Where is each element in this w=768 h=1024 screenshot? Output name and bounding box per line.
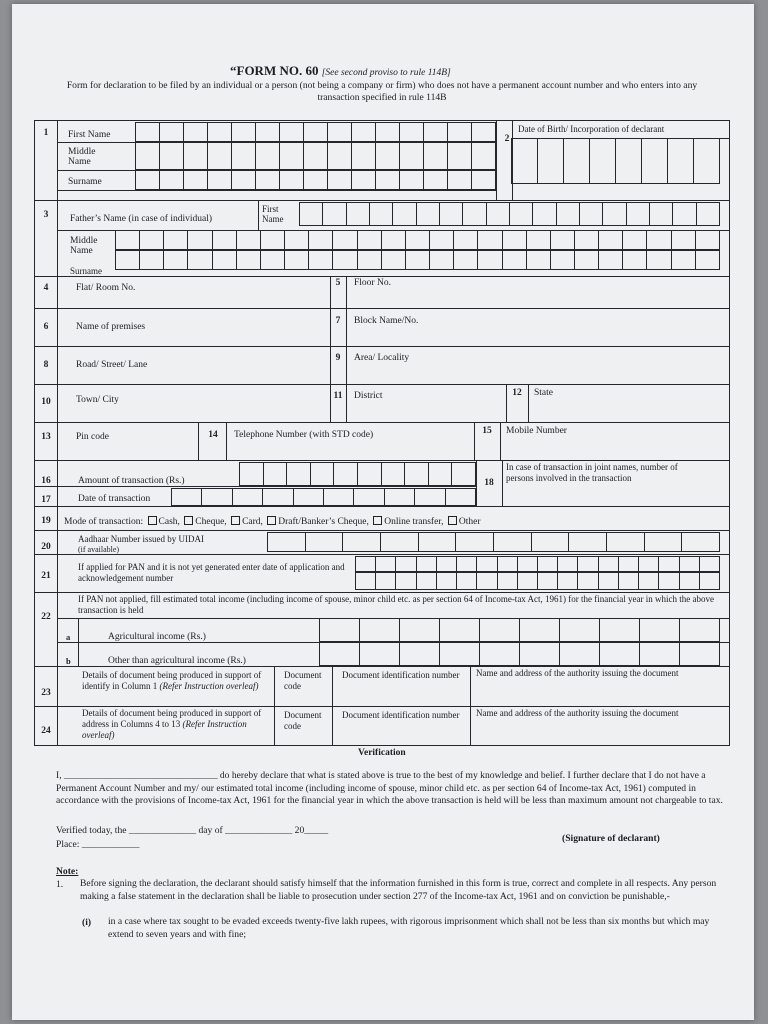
form-60-page	[12, 4, 754, 1020]
row-b-label: b	[66, 656, 71, 666]
other-income-label: Other than agricultural income (Rs.)	[108, 656, 246, 666]
cash-option: Cash,	[158, 517, 180, 527]
number-column-divider	[57, 120, 58, 746]
row-line	[34, 200, 730, 201]
col-line	[258, 200, 259, 230]
row-number: 20	[41, 542, 51, 552]
row-line	[34, 346, 730, 347]
cheque-option: Cheque,	[195, 517, 227, 527]
row-line	[57, 190, 497, 191]
authority-label: Name and address of the authority issuing the document	[476, 668, 679, 678]
col-line	[496, 120, 497, 200]
row-number: 10	[41, 397, 51, 407]
pan-applied-label: If applied for PAN and it is not yet generated enter date of application and acknowledgement number	[78, 562, 345, 583]
area-label: Area/ Locality	[354, 353, 410, 363]
note-heading: Note:	[56, 866, 79, 877]
row-number: 17	[41, 495, 51, 505]
other-option: Other	[458, 517, 481, 527]
aadhaar-label: Aadhaar Number issued by UIDAI	[78, 534, 204, 544]
row-number: 18	[484, 478, 494, 488]
other-income-boxes[interactable]	[320, 642, 720, 666]
pan-date-boxes[interactable]	[356, 556, 720, 572]
row-number: 16	[41, 476, 51, 486]
card-checkbox[interactable]	[231, 516, 240, 525]
date-transaction-boxes[interactable]	[172, 488, 476, 506]
row-number: 23	[41, 688, 51, 698]
father-middle-name-boxes[interactable]	[116, 230, 720, 250]
verification-text: I, ________________________________ do hereby declare that what is stated above is true to the best of my knowledge and belief. I further declare that I do not have a Permanent Account Number and my/ our estimated total income (including income of spouse, minor child etc. as per section 64 of Income-tax Act, 1961) computed in accordance with the provisions of Income-tax Act, 1961 for the financial year in which the above transaction is held will be less than maximum amount not chargeable to tax.	[56, 770, 723, 807]
row-number: 6	[43, 322, 49, 332]
aadhaar-boxes[interactable]	[268, 532, 720, 552]
draft-option: Draft/Banker’s Cheque,	[278, 517, 369, 527]
row-line	[34, 308, 730, 309]
col-line	[474, 422, 475, 460]
row-number: 11	[333, 391, 343, 401]
col-line	[476, 460, 477, 506]
row-number: 24	[41, 726, 51, 736]
father-middle-name-boxes-2[interactable]	[116, 250, 720, 270]
row-number: 12	[512, 388, 522, 398]
agri-income-label: Agricultural income (Rs.)	[108, 632, 206, 642]
row-number: 15	[482, 426, 492, 436]
father-first-name-label: First Name	[262, 204, 284, 224]
signature-label: (Signature of declarant)	[562, 833, 660, 844]
row-number: 1	[43, 128, 49, 138]
col-line	[198, 422, 199, 460]
row-line	[57, 142, 497, 143]
first-name-label: First Name	[68, 130, 111, 140]
road-label: Road/ Street/ Lane	[76, 360, 148, 370]
col-line	[500, 422, 501, 460]
row-number: 22	[41, 612, 51, 622]
row-a-label: a	[66, 632, 71, 642]
doc-address-label: Details of document being produced in support of address in Columns 4 to 13 (Refer Instruction overleaf)	[82, 708, 262, 740]
row-line	[34, 486, 476, 487]
col-line	[346, 276, 347, 422]
online-option: Online transfer,	[384, 517, 444, 527]
district-label: District	[354, 391, 383, 401]
authority-label: Name and address of the authority issuing the document	[476, 708, 679, 718]
row-line	[34, 422, 730, 423]
col-line	[502, 460, 503, 506]
col-line	[528, 384, 529, 422]
row-number: 8	[43, 360, 49, 370]
row-line	[34, 706, 730, 707]
pan-ack-boxes[interactable]	[356, 572, 720, 590]
note-1-text: Before signing the declaration, the declarant should satisfy himself that the information furnished in this form is true, correct and complete in all respects. Any person making a false statement in the declaration shall be liable to prosecution under section 277 of the Income-tax Act, 1961 and on conviction be punishable,-	[80, 878, 717, 902]
row-number: 9	[335, 353, 341, 363]
pan-not-applied-label: If PAN not applied, fill estimated total income (including income of spouse, minor child etc. as per section 64 of Income-tax Act, 1961) for the financial year in which the above transaction is held	[78, 594, 714, 615]
row-line	[34, 554, 730, 555]
town-label: Town/ City	[76, 395, 119, 405]
row-number: 5	[335, 278, 341, 288]
row-number: 19	[41, 516, 51, 526]
father-middle-name-label: Middle Name	[70, 236, 98, 256]
mode-of-transaction	[64, 516, 481, 527]
form-subtitle: Form for declaration to be filed by an individual or a person (not being a company or firm) who does not have a permanent account number and who enters into any transaction specified in rule 114B	[66, 80, 698, 103]
father-first-name-boxes[interactable]	[300, 202, 720, 226]
doc-code-label: Document code	[284, 670, 322, 691]
row-number: 4	[43, 283, 49, 293]
middle-name-label: Middle Name	[68, 147, 96, 167]
col-line	[226, 422, 227, 460]
online-checkbox[interactable]	[373, 516, 382, 525]
aadhaar-note: (if available)	[78, 545, 120, 554]
row-line	[57, 170, 497, 171]
verified-date-line[interactable]: Verified today, the ______________ day of ______________ 20_____	[56, 825, 329, 836]
row-line	[34, 276, 730, 277]
row-line	[34, 666, 730, 667]
row-line	[34, 506, 730, 507]
mobile-label: Mobile Number	[506, 426, 567, 436]
note-i-text: in a case where tax sought to be evaded exceeds twenty-five lakh rupees, with rigorous imprisonment which shall not be less than six months but which may extend to seven years and with fine;	[108, 916, 710, 940]
doc-id-label: Document identification number	[342, 710, 460, 720]
fathers-name-label: Father’s Name (in case of individual)	[70, 214, 213, 224]
joint-names-label: In case of transaction in joint names, number of persons involved in the transaction	[506, 462, 678, 483]
premises-label: Name of premises	[76, 322, 146, 332]
surname-label: Surname	[68, 177, 102, 187]
row-line	[34, 460, 730, 461]
doc-code-label: Document code	[284, 710, 322, 731]
draft-checkbox[interactable]	[267, 516, 276, 525]
row-number: 14	[208, 430, 218, 440]
dob-boxes[interactable]	[512, 138, 720, 184]
row-line	[34, 592, 730, 593]
row-line	[34, 530, 730, 531]
date-transaction-label: Date of transaction	[78, 494, 151, 504]
amount-label: Amount of transaction (Rs.)	[78, 476, 185, 486]
other-checkbox[interactable]	[448, 516, 457, 525]
verification-heading: Verification	[358, 748, 406, 758]
doc-identity-label: Details of document being produced in support of identify in Column 1 (Refer Instruction overleaf)	[82, 670, 262, 691]
state-label: State	[534, 388, 553, 398]
father-surname-label: Surname	[70, 266, 102, 276]
cheque-checkbox[interactable]	[184, 516, 193, 525]
amount-boxes[interactable]	[240, 462, 476, 486]
row-number: 21	[41, 571, 51, 581]
cash-checkbox[interactable]	[148, 516, 157, 525]
floor-label: Floor No.	[354, 278, 391, 288]
row-number: 13	[41, 432, 51, 442]
doc-id-label: Document identification number	[342, 670, 460, 680]
note-i-number: (i)	[82, 917, 92, 928]
first-name-boxes[interactable]	[136, 122, 496, 142]
place-line[interactable]: Place: ____________	[56, 839, 140, 850]
card-option: Card,	[242, 517, 263, 527]
row-number: 2	[504, 134, 510, 144]
middle-name-boxes[interactable]	[136, 142, 496, 170]
block-label: Block Name/No.	[354, 316, 419, 326]
row-line	[34, 384, 730, 385]
surname-boxes[interactable]	[136, 170, 496, 190]
flat-label: Flat/ Room No.	[76, 283, 136, 293]
pin-label: Pin code	[76, 432, 109, 442]
dob-label: Date of Birth/ Incorporation of declarant	[518, 124, 665, 134]
row-number: 7	[335, 316, 341, 326]
mode-label: Mode of transaction:	[64, 517, 144, 527]
row-number: 3	[43, 210, 49, 220]
note-1-number: 1.	[56, 879, 64, 890]
form-title: “FORM NO. 60 [See second proviso to rule 114B]	[230, 63, 451, 78]
agri-income-boxes[interactable]	[320, 618, 720, 642]
telephone-label: Telephone Number (with STD code)	[234, 430, 374, 440]
